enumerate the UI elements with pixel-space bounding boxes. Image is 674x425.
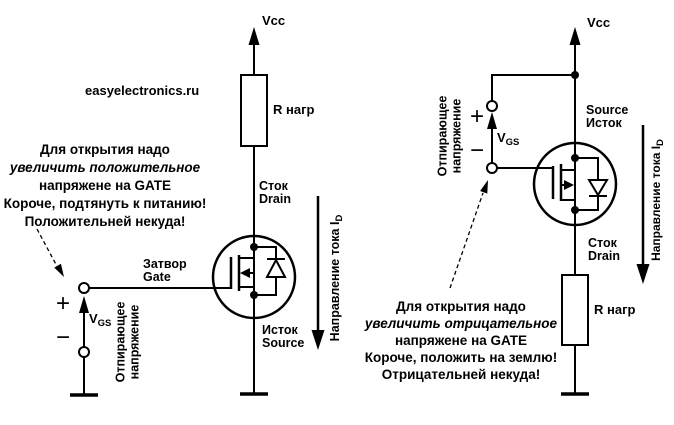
vgs-sub-left: GS (97, 318, 112, 329)
minus-sign-left: − (55, 324, 71, 351)
gate-terminal-right (487, 163, 497, 173)
drive-voltage-right-line2: напряжение (449, 98, 463, 174)
gate-label-left-en: Gate (143, 269, 171, 284)
body-arrow-n (240, 268, 250, 278)
drain-label-right-ru: Сток (588, 236, 617, 250)
minus-sign-right: − (469, 137, 485, 164)
drain-label-right-en: Drain (588, 248, 620, 263)
note-pointer-right (450, 193, 483, 288)
source-label-right (586, 104, 628, 129)
drain-label-left (259, 180, 291, 205)
vgs-sub-right: GS (505, 137, 520, 148)
gate-label-left (143, 258, 187, 283)
note-right (365, 298, 557, 383)
current-direction-right-sub: D (654, 139, 666, 146)
note-right-line5: Отрицательней некуда! (381, 367, 541, 382)
vcc-arrow-right (570, 27, 581, 45)
gate-label-left-ru: Затвор (143, 257, 187, 271)
drive-voltage-right-line1: Отпирающее (435, 95, 450, 177)
vcc-label-right: Vcc (587, 15, 611, 30)
note-pointer-left (37, 229, 59, 270)
source-terminal-left (79, 347, 89, 357)
vgs-v-right: V (497, 130, 506, 145)
drive-voltage-label-left (115, 302, 142, 383)
drain-label-right (588, 237, 620, 262)
watermark: easyelectronics.ru (85, 83, 200, 98)
drive-voltage-label-right (437, 96, 464, 177)
source-label-right-en: Source (586, 103, 629, 117)
gate-terminal-left (79, 283, 89, 293)
source-label-left-ru: Исток (262, 323, 298, 337)
drain-label-left-ru: Сток (259, 179, 288, 193)
vcc-arrow-left (249, 27, 260, 45)
note-right-line2: увеличить отрицательное (364, 316, 558, 331)
plus-sign-right: + (469, 103, 485, 130)
drain-label-left-en: Drain (259, 191, 291, 206)
current-direction-left-text: Направление тока I (327, 221, 342, 342)
body-diode-right (575, 158, 607, 210)
load-resistor-left (241, 75, 267, 146)
resistor-label-right: R нагр (594, 302, 636, 317)
vgs-label-right (497, 132, 519, 147)
current-direction-label-left (329, 215, 344, 342)
load-resistor-right (562, 275, 588, 345)
source-label-left (262, 324, 304, 349)
vgs-v-left: V (89, 311, 98, 326)
source-terminal-right (487, 101, 497, 111)
note-left-line5: Положительней некуда! (24, 214, 186, 229)
note-right-line4: Короче, положить на землю! (364, 350, 558, 365)
source-label-right-ru: Исток (586, 115, 622, 130)
body-arrow-p (564, 180, 574, 190)
source-label-left-en: Source (262, 335, 305, 350)
current-direction-right-text: Направление тока I (648, 145, 663, 261)
drive-voltage-left-line2: напряжение (127, 304, 141, 380)
vgs-arrow-right (487, 112, 497, 129)
body-diode-left (254, 247, 285, 295)
resistor-label-left: R нагр (273, 102, 315, 117)
note-right-line3: напряжене на GATE (394, 333, 527, 348)
note-left (4, 141, 207, 231)
current-direction-left-sub: D (333, 214, 345, 222)
drive-voltage-left-line1: Отпирающее (113, 301, 128, 383)
note-left-line1: Для открытия надо (40, 142, 170, 157)
plus-sign-left: + (55, 290, 71, 317)
vgs-label-left (89, 313, 111, 328)
note-right-line1: Для открытия надо (396, 299, 526, 314)
vcc-label-left: Vcc (262, 13, 286, 28)
current-direction-label-right (650, 139, 665, 261)
note-left-line2: увеличить положительное (9, 160, 201, 175)
vgs-arrow-left (79, 296, 89, 313)
note-left-line3: напряжене на GATE (38, 178, 171, 193)
note-left-line4: Короче, подтянуть к питанию! (3, 196, 207, 211)
